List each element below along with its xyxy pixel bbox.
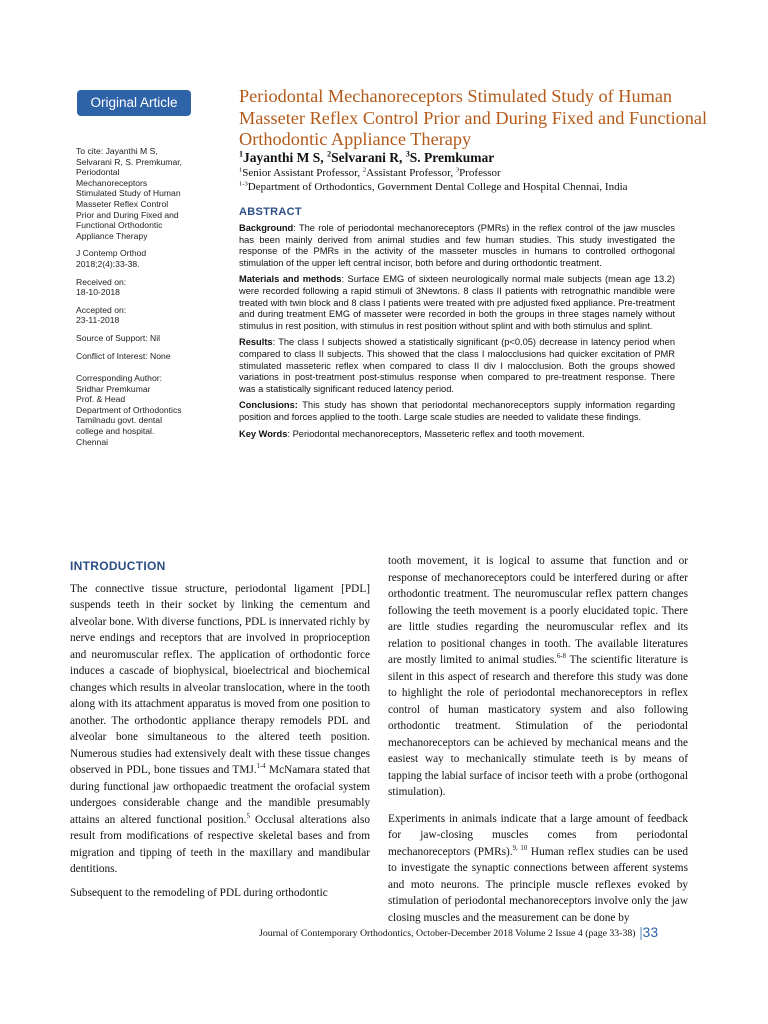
intro-p1-part-a: The connective tissue structure, periodontal ligament [PDL] suspends teeth in their socket by linking the cementum and alveolar bone. With diverse functions, PDL is innervated richly by nerve endings and receptors that are involved in proprioception and neuromuscular reflex. The application of orthodontic force induces a cascade of biophysical, bioelectrical and biochemical changes which results in alveolar translocation, where in the tooth along with its attachment apparatus is moved from one position to another. The orthodontic appliance therapy remodels PDL and alveolar bone simultaneous to the altered teeth position. Numerous studies had extensively dealt with these tissue changes observed in PDL, bone tissues and TMJ. [70,582,370,776]
page-footer [259,924,705,942]
cite-block [76,146,186,241]
aff-dept: Department of Orthodontics, Government Dental College and Hospital Chennai, India [247,181,628,193]
intro-p4-part-b: Human reflex studies can be used to investigate the synaptic connections between afferent systems and moto neurons. The principle muscle reflexes evoked by stimulation of periodontal mechanoreceptors involve only the jaw closing muscles and the measurement can be done by [388,845,689,924]
footer-journal-info: Journal of Contemporary Orthodontics, October-December 2018 Volume 2 Issue 4 (page 33-38) [259,928,636,939]
conflict-of-interest: Conflict of Interest: None [76,350,171,361]
accepted-label: Accepted on: [76,304,127,315]
intro-paragraph-3 [388,553,688,801]
ref-9-10: 9, 10 [512,844,528,852]
aff-1: Senior Assistant Professor, [242,167,361,179]
abstract-body [239,223,675,445]
corresponding-author-label: Corresponding Author: [76,373,162,384]
citation-sidebar [76,146,186,447]
methods-label: Materials and methods [239,274,342,285]
intro-p1-part-b: McNamara stated that during functional jaw orthopaedic treatment the orofacial system undergoes considerable change and the mandible presumably attains an altered functional position. [70,764,370,826]
keywords-label: Key Words [239,428,288,439]
article-type-badge: Original Article [77,90,191,116]
abstract-methods [239,274,675,332]
intro-paragraph-4 [388,811,688,927]
ref-1-4: 1-4 [256,763,266,771]
body-column-right [388,553,688,933]
abstract-keywords [239,429,675,441]
journal-ref: J Contemp Orthod 2018;2(4):33-38. [76,248,147,269]
aff-3: Professor [459,167,501,179]
affiliation-department [239,181,628,194]
author-2: Selvarani R, [331,150,403,165]
intro-paragraph-2: Subsequent to the remodeling of PDL during orthodontic [70,886,328,899]
results-text: : The class I subjects showed a statistically significant (p<0.05) decrease in latency period when compared to class II subjects. This showed that the class I malocclusions had quicker excitation of PMR stimulated masseteric reflex when compared to class II div I malocclusion. Both the groups showed variations in post-treatment post-stimulus response when compared to pre-treatment response. There was a statistically significant reduced latency period. [239,337,675,394]
author-1: Jayanthi M S, [243,150,324,165]
cite-authors: Jayanthi M S, Selvarani R, S. Premkumar, [76,146,183,167]
methods-text: : Surface EMG of sixteen neurologically normal male subjects (mean age 13.2) were recorded following a rapid stimuli of 3Newtons. 8 class II patients with retrognathic mandible were treated with twin block and 8 class I patients were treated with pre adjusted fixed appliance. Pre-treatment and during treatment EMG of masseter were recorded in both the groups in three stages namely without stimulus in rest position, with stimulus in rest position without splint and with both stimulus and splint. [239,274,676,331]
aff-dept-sup: 1-3 [239,180,248,188]
aff-3-sup: 3 [455,166,460,174]
conclusions-text: This study has shown that periodontal mechanoreceptors supply information regarding position and forces applied to the tooth. Large scale studies are needed to validate these findings. [239,400,675,422]
corresponding-author-name: Sridhar Premkumar [76,383,151,394]
affiliation-roles [239,167,501,180]
aff-2-sup: 2 [362,166,367,174]
abstract-results [239,337,675,395]
aff-2: Assistant Professor, [366,167,454,179]
author-3-sup: 3 [405,149,410,159]
keywords-text: : Periodontal mechanoreceptors, Masseteric reflex and tooth movement. [287,428,585,439]
support-source: Source of Support: Nil [76,332,161,343]
intro-p3-part-b: The scientific literature is silent in this aspect of research and therefore this study was done to highlight the role of periodontal mechanoreceptors in reflex control of human masticatory system and also following orthodontic treatment. Stimulation of the periodontal mechanoreceptors can be achieved by mechanical means and the easiest way to mechanically stimulate teeth is by means of tapping the labial surface of incisor teeth with a probe (orthogonal stimulation). [388,654,689,798]
ref-5: 5 [246,812,250,820]
abstract-heading: ABSTRACT [239,206,302,218]
author-3: S. Premkumar [409,150,495,165]
body-column-left [70,558,370,908]
page-number: 33 [642,924,659,940]
intro-p1-part-c: Occlusal alterations also result from modifications of respective skeletal bases and from migration and tipping of teeth in the maxillary and mandibular dentitions. [70,813,370,875]
accepted-date: 23-11-2018 [76,315,120,326]
corresponding-author-inst: Tamilnadu govt. dental college and hospital. Chennai [76,415,162,447]
abstract-background [239,223,675,269]
ref-6-8: 6-8 [556,653,566,661]
received-date: 18-10-2018 [76,287,120,298]
aff-1-sup: 1 [239,166,243,174]
footer-separator: | [639,925,643,941]
cite-title: Periodontal Mechanoreceptors Stimulated Study of Human Masseter Reflex Control Prior and During Fixed and Functional Orthodontic Appliance Therapy [76,167,181,241]
corresponding-author-dept: Department of Orthodontics [76,404,182,415]
results-label: Results [239,337,273,348]
background-label: Background [239,223,294,233]
received-label: Received on: [76,276,127,287]
intro-p3-part-a: tooth movement, it is logical to assume that function and or response of mechanoreceptors could be interfered during or after orthodontic treatment. The neuromuscular reflex pattern changes following the teeth movement is a poorly elucidated topic. There are little studies regarding the neuromuscular reflex and its relation to positional changes in tooth. The available literatures are mostly limited to animal studies. [388,555,688,666]
cite-label: To cite: [76,146,104,156]
abstract-conclusions [239,400,675,423]
intro-p4-part-a: Experiments in animals indicate that a large amount of feedback for jaw-closing muscles comes from periodontal mechanoreceptors (PMRs). [388,812,688,858]
introduction-heading: INTRODUCTION [70,559,166,573]
intro-paragraph-1 [70,581,370,878]
paper-title: Periodontal Mechanoreceptors Stimulated Study of Human Masseter Reflex Control Prior and During Fixed and Functional Orthodontic Appliance Therapy [239,86,708,149]
author-line [239,150,494,166]
conclusions-label: Conclusions: [239,400,298,411]
background-text: : The role of periodontal mechanoreceptors (PMRs) in the reflex control of the jaw muscles has been mainly derived from animal studies and few human studies. This study investigated the response of the PMRs in the activity of the masseter muscles in humans to controlled orthogonal stimulation of the upper left central incisor, both before and during orthodontic treatment. [239,223,675,268]
author-1-sup: 1 [239,149,244,159]
corresponding-author-role: Prof. & Head [76,394,126,405]
author-2-sup: 2 [327,149,332,159]
